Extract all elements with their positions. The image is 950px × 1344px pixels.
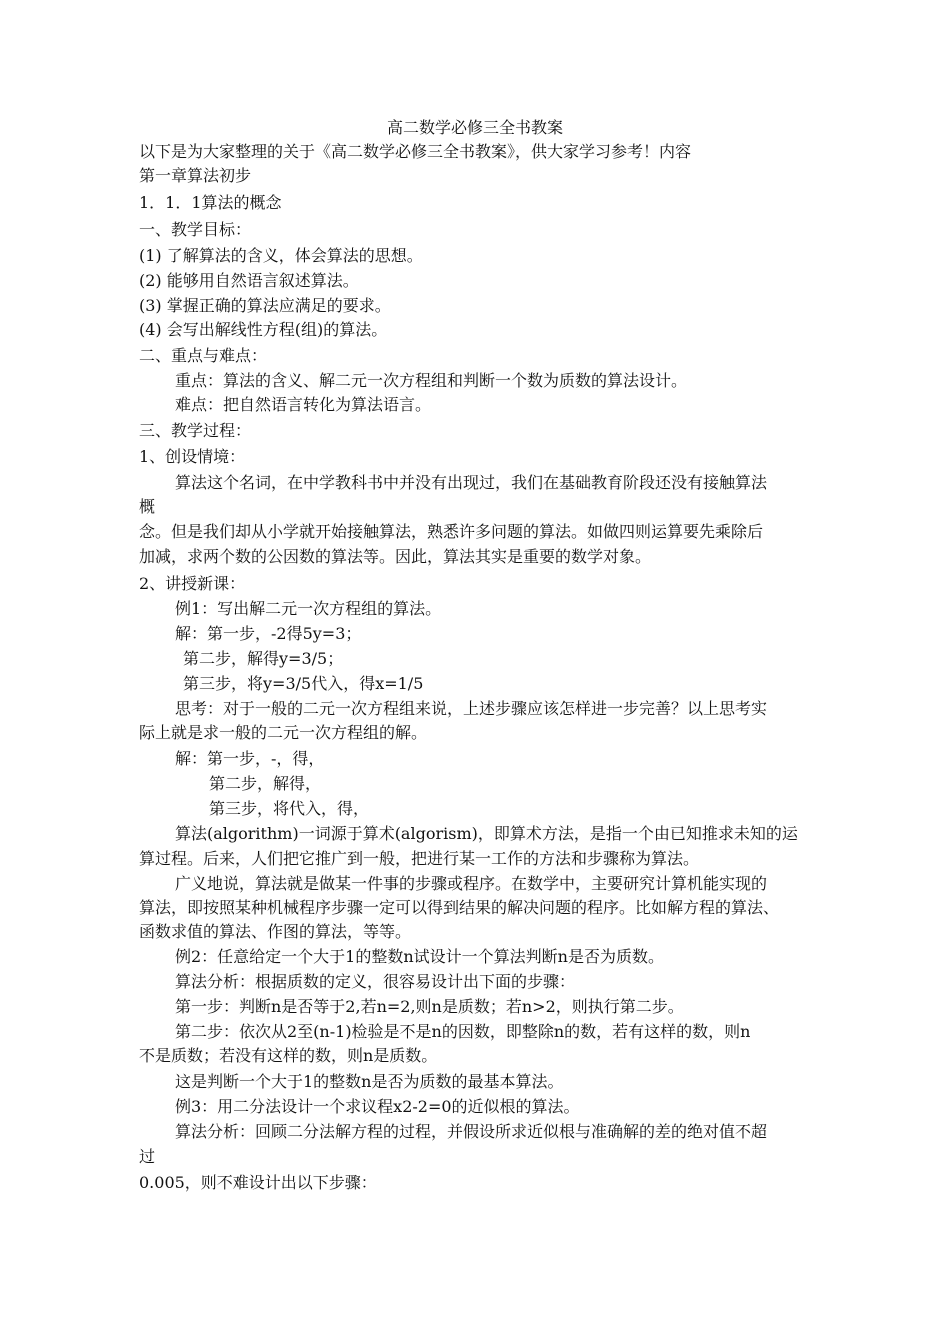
paragraph-line: 三、教学过程： bbox=[139, 421, 252, 440]
paragraph-line: 第三步，将代入，得， bbox=[209, 799, 370, 818]
paragraph-line: 第三步，将y=3/5代入，得x=1/5 bbox=[183, 674, 424, 693]
paragraph-line: 际上就是求一般的二元一次方程组的解。 bbox=[139, 723, 428, 742]
paragraph-line: 算法这个名词，在中学教科书中并没有出现过，我们在基础教育阶段还没有接触算法 bbox=[175, 473, 768, 492]
intro-line: 以下是为大家整理的关于《高二数学必修三全书教案》，供大家学习参考！内容 bbox=[139, 142, 692, 161]
list-item: (1) 了解算法的含义，体会算法的思想。 bbox=[139, 246, 423, 265]
paragraph-line: 函数求值的算法、作图的算法，等等。 bbox=[139, 922, 412, 941]
paragraph-line: 解：第一步，-2得5y=3； bbox=[175, 624, 362, 643]
paragraph-line: 2、讲授新课： bbox=[139, 574, 246, 593]
paragraph-line: 1、创设情境： bbox=[139, 447, 246, 466]
paragraph-line: 二、重点与难点： bbox=[139, 346, 268, 365]
paragraph-line: 思考：对于一般的二元一次方程组来说，上述步骤应该怎样进一步完善？以上思考实 bbox=[175, 699, 768, 718]
paragraph-line: 第二步，解得， bbox=[209, 774, 322, 793]
paragraph-line: 过 bbox=[139, 1147, 156, 1166]
paragraph-line: 广义地说，算法就是做某一件事的步骤或程序。在数学中，主要研究计算机能实现的 bbox=[175, 874, 768, 893]
paragraph-line: 算法，即按照某种机械程序步骤一定可以得到结果的解决问题的程序。比如解方程的算法、 bbox=[139, 898, 780, 917]
paragraph-line: 第一步：判断n是否等于2,若n=2,则n是质数；若n>2，则执行第二步。 bbox=[175, 997, 684, 1016]
paragraph-line: 重点：算法的含义、解二元一次方程组和判断一个数为质数的算法设计。 bbox=[175, 371, 688, 390]
paragraph-line: 念。但是我们却从小学就开始接触算法，熟悉许多问题的算法。如做四则运算要先乘除后 bbox=[139, 522, 764, 541]
paragraph-line: 算法(algorithm)一词源于算术(algorism)，即算术方法，是指一个由已知推求未知的运 bbox=[175, 824, 798, 843]
list-item: (2) 能够用自然语言叙述算法。 bbox=[139, 271, 359, 290]
section-heading: 1．1．1算法的概念 bbox=[139, 193, 282, 212]
paragraph-line: 第二步：依次从2至(n-1)检验是不是n的因数，即整除n的数，若有这样的数，则n bbox=[175, 1022, 751, 1041]
paragraph-line: 例2：任意给定一个大于1的整数n试设计一个算法判断n是否为质数。 bbox=[175, 947, 664, 966]
list-item: (4) 会写出解线性方程(组)的算法。 bbox=[139, 320, 388, 339]
paragraph-line: 这是判断一个大于1的整数n是否为质数的最基本算法。 bbox=[175, 1072, 564, 1091]
paragraph-line: 算法分析：根据质数的定义，很容易设计出下面的步骤： bbox=[175, 972, 576, 991]
list-item: (3) 掌握正确的算法应满足的要求。 bbox=[139, 296, 391, 315]
paragraph-line: 算法分析：回顾二分法解方程的过程，并假设所求近似根与准确解的差的绝对值不超 bbox=[175, 1122, 768, 1141]
paragraph-line: 0.005，则不难设计出以下步骤： bbox=[139, 1173, 377, 1192]
paragraph-line: 解：第一步，-，得， bbox=[175, 749, 325, 768]
paragraph-line: 算过程。后来，人们把它推广到一般，把进行某一工作的方法和步骤称为算法。 bbox=[139, 849, 700, 868]
paragraph-line: 例3：用二分法设计一个求议程x2-2=0的近似根的算法。 bbox=[175, 1097, 580, 1116]
chapter-heading: 第一章算法初步 bbox=[139, 166, 252, 185]
paragraph-line: 例1：写出解二元一次方程组的算法。 bbox=[175, 599, 442, 618]
paragraph-line: 概 bbox=[139, 497, 156, 516]
document-title: 高二数学必修三全书教案 bbox=[386, 118, 563, 137]
paragraph-line: 第二步，解得y=3/5； bbox=[183, 649, 344, 668]
paragraph-line: 不是质数；若没有这样的数，则n是质数。 bbox=[139, 1046, 438, 1065]
paragraph-line: 一、教学目标： bbox=[139, 220, 252, 239]
paragraph-line: 加减，求两个数的公因数的算法等。因此，算法其实是重要的数学对象。 bbox=[139, 547, 652, 566]
paragraph-line: 难点：把自然语言转化为算法语言。 bbox=[175, 395, 432, 414]
